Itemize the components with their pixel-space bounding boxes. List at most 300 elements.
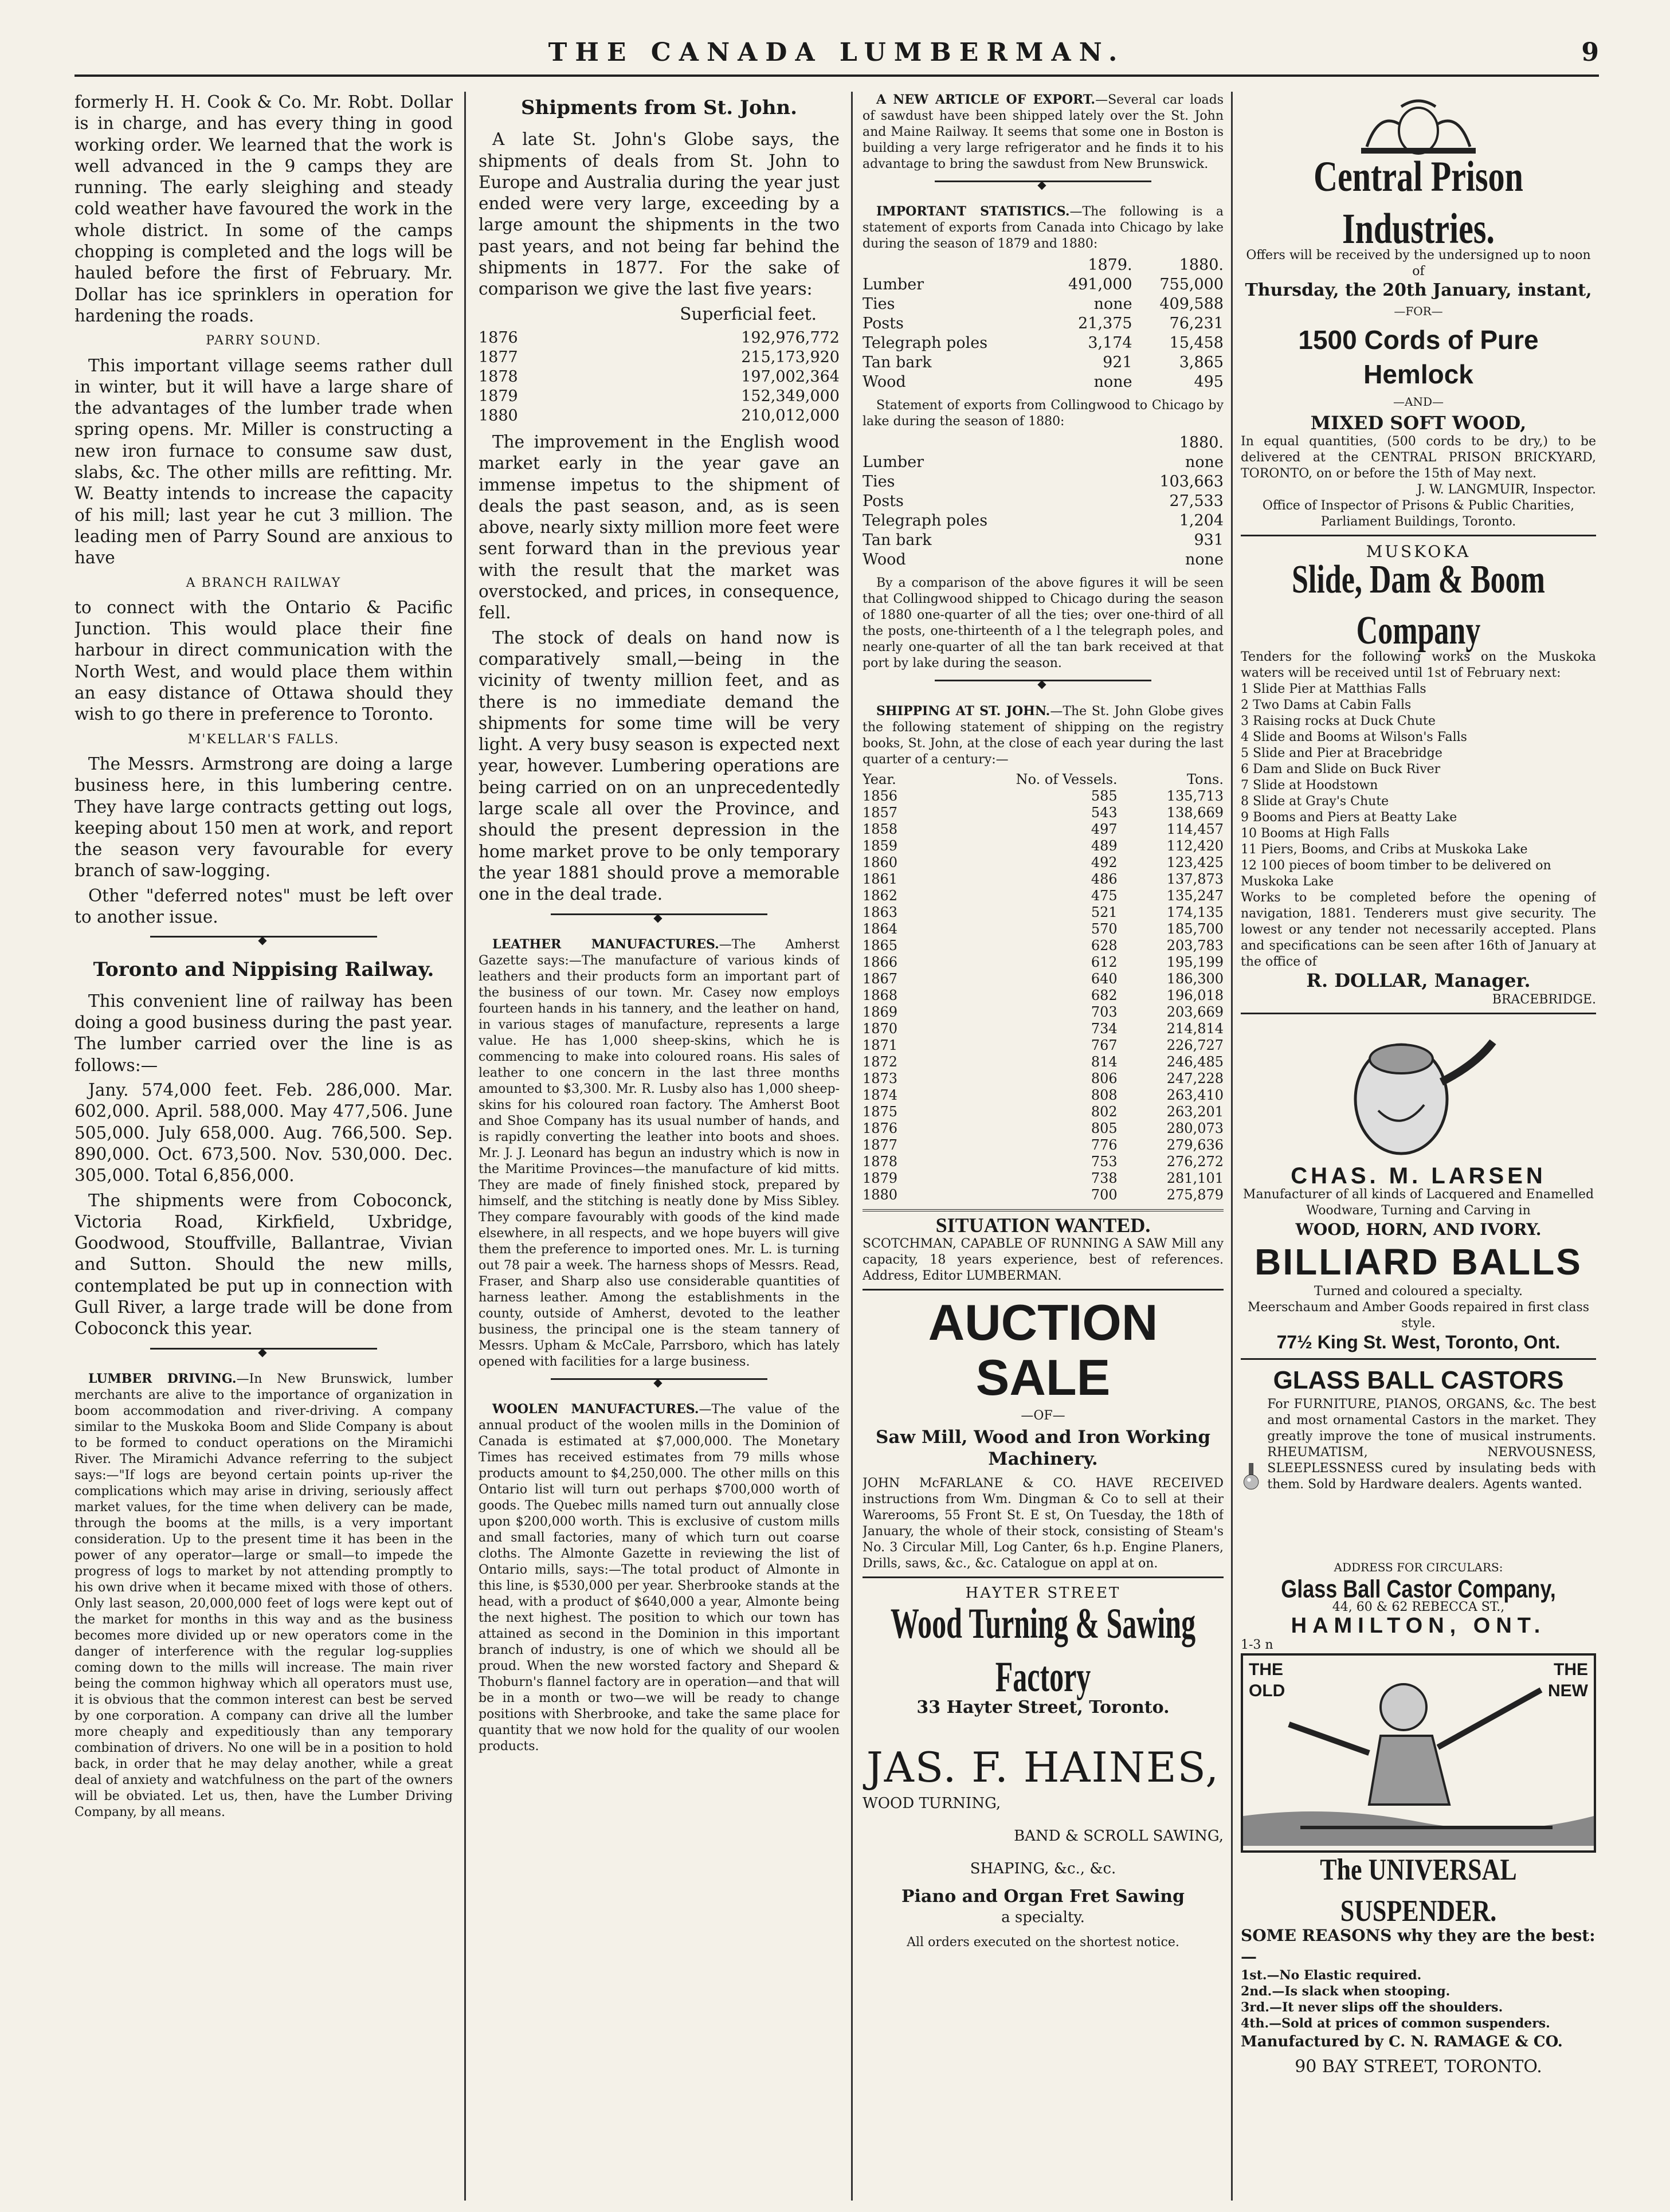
ad-text: —AND— [1393, 394, 1444, 409]
ad-text: Offers will be received by the undersigned up to noon of [1246, 248, 1591, 279]
table-cell: 1873 [863, 1070, 898, 1087]
table-cell: 497 [1091, 821, 1118, 837]
article-paragraph: The shipments were from Coboconck, Victoria Road, Kirkfield, Uxbridge, Goodwood, Stouffville, Ballantrae, Vivian and Sutton. Should the new mills, contemplated be put up in connection with Gull River, a large trade will be done from Coboconck this year. [75, 1190, 453, 1339]
ad-heading: AUCTION SALE [928, 1293, 1158, 1406]
table-cell: 1867 [863, 970, 898, 987]
table-cell: 805 [1091, 1120, 1118, 1136]
table-cell: 174,135 [1166, 904, 1224, 920]
table-cell: 3,174 [1088, 334, 1132, 352]
table-cell: 491,000 [1068, 276, 1132, 294]
table-cell: 279,636 [1166, 1136, 1224, 1153]
list-item: 1 Slide Pier at Matthias Falls [1241, 682, 1426, 697]
reasons-list [1241, 1967, 1596, 2031]
table-row [863, 314, 1224, 334]
table-cell: 475 [1091, 887, 1118, 904]
ad-text: Thursday, the 20th January, instant, [1245, 280, 1592, 300]
haines-ad [863, 1583, 1224, 1953]
article-paragraph: to connect with the Ontario & Pacific Junction. This would place their fine harbour in direct communication with the North West, and would place them within an easy distance of Ottawa should they wish to go there in preference to Toronto. [75, 597, 453, 724]
paragraph-body: —The value of the annual product of the woolen mills in the Dominion of Canada is estimated at $7,000,000. The Monetary Times has received estimates from 79 mills whose products amount to $4,250,000. The other mills on this Ontario list will turn out perhaps $700,000 worth of goods. The Quebec mills named turn out annually close upon $200,000 worth. This is exclusive of custom mills and small factories, many of which turn out coarse cloths. The Almonte Gazette in reviewing the list of Ontario mills, says:—The total product of Almonte in this line, is $530,000 per year. Sherbrooke stands at the head, with a product of $640,000 a year, Almonte being the next highest. The position to which our town has attained as second in the Dominion in this important branch of industry, is one of which we should all be proud. When the new worsted factory and Shepard & Thoburn's flannel factory are in operation—and that will be in a month or two—we will be ready to change positions with Sherbrooke, and take the same place for quantity that we now hold for the quality of our woolen products. [479, 1402, 840, 1754]
article-paragraph: formerly H. H. Cook & Co. Mr. Robt. Dollar is in charge, and has every thing in good working order. We learned that the work is well advanced in the 9 camps they are running. The early sleighing and steady cold weather have favoured the work in the whole district. In some of the camps chopping is completed and the logs will be hauled before the first of February. Mr. Dollar has ice sprinklers in operation for hardening the roads. [75, 92, 453, 325]
table-cell: Telegraph poles [863, 512, 988, 530]
list-item: 2nd.—Is slack when stooping. [1241, 1984, 1451, 1999]
ad-text: a specialty. [1001, 1908, 1085, 1926]
section-heading: PARRY SOUND. [206, 334, 322, 348]
table-cell: 246,485 [1166, 1053, 1224, 1070]
table-row [863, 295, 1224, 314]
ad-text: WOOD, HORN, AND IVORY. [1295, 1220, 1542, 1240]
table-header-cell: No. of Vessels. [1016, 771, 1118, 787]
table-row [863, 1037, 1224, 1054]
table-cell: 185,700 [1166, 920, 1224, 937]
table-cell: 628 [1091, 937, 1118, 954]
table-cell: 114,457 [1166, 821, 1224, 837]
column-rule [1231, 92, 1233, 2201]
table-row [863, 921, 1224, 938]
table-cell: 203,669 [1166, 1003, 1224, 1020]
table-cell: none [1093, 373, 1132, 391]
table-row [863, 531, 1224, 550]
table-row [863, 472, 1224, 492]
table-row [479, 406, 840, 426]
table-row [863, 1170, 1224, 1187]
table-row [479, 387, 840, 406]
table-cell: 700 [1091, 1186, 1118, 1203]
page-number: 9 [1581, 38, 1599, 67]
larsen-ad [1241, 1019, 1596, 1354]
list-item: 7 Slide at Hoodstown [1241, 778, 1378, 793]
ad-body: For FURNITURE, PIANOS, ORGANS, &c. The best and most ornamental Castors in the market. They greatly improve the tone of musical instruments. RHEUMATISM, NERVOUSNESS, SLEEPLESSNESS cured by insulating beds with them. Sold by Hardware dealers. Agents wanted. [1267, 1397, 1596, 1492]
paragraph-lead: LEATHER MANUFACTURES. [492, 936, 719, 952]
table-row [863, 838, 1224, 854]
table-row [863, 821, 1224, 838]
table-cell: Ties [863, 295, 895, 313]
article-paragraph: The improvement in the English wood market early in the year gave an immense impetus to the shipment of deals the past season, and, as is seen above, nearly sixty million more feet were sent forward than in the previous year with the result that the market was overstocked, and prices, in consequence, fell. [479, 432, 840, 623]
list-item: 6 Dam and Slide on Buck River [1241, 762, 1441, 777]
table-cell: 1868 [863, 987, 898, 1003]
table-cell: 808 [1091, 1087, 1118, 1103]
table-row [863, 854, 1224, 871]
table-row [863, 987, 1224, 1004]
ad-text: 44, 60 & 62 REBECCA ST., [1332, 1600, 1505, 1615]
ad-heading: GLASS BALL CASTORS [1273, 1366, 1564, 1394]
table-cell: 1872 [863, 1053, 898, 1070]
list-item: 4 Slide and Booms at Wilson's Falls [1241, 730, 1467, 745]
ad-heading: The UNIVERSAL SUSPENDER. [1320, 1852, 1517, 1928]
list-item: 2 Two Dams at Cabin Falls [1241, 698, 1412, 713]
table-cell: none [1093, 295, 1132, 313]
table-row [863, 904, 1224, 921]
article-paragraph: Other "deferred notes" must be left over to another issue. [75, 885, 453, 927]
ad-heading: 1500 Cords of Pure Hemlock [1298, 324, 1539, 389]
ad-text: ADDRESS FOR CIRCULARS: [1334, 1560, 1503, 1574]
table-row [863, 1004, 1224, 1021]
table-cell: 135,713 [1166, 787, 1224, 804]
ad-signature: R. DOLLAR, Manager. [1306, 970, 1531, 992]
table-cell: Tan bark [863, 531, 932, 550]
article-paragraph [863, 92, 1224, 172]
table-cell: 123,425 [1166, 854, 1224, 870]
chicago-exports-table [863, 256, 1224, 392]
vessels-table [863, 771, 1224, 1203]
ad-signature: J. W. LANGMUIR, Inspector. [1417, 483, 1596, 497]
situation-wanted-ad [863, 1215, 1224, 1284]
table-cell: 210,012,000 [741, 406, 840, 425]
separator-ornament: ◆ [863, 181, 1224, 195]
list-item: 4th.—Sold at prices of common suspenders. [1241, 2016, 1550, 2031]
ad-body: JOHN McFARLANE & CO. HAVE RECEIVED instructions from Wm. Dingman & Co to sell at their Warerooms, 55 Front St. E st, On Tuesday, the 18th of January, the whole of their stock, consisting of Steam's No. 3 Circular Mill, Log Canter, 6s h.p. Engine Planers, Drills, saws, &c., &c. Catalogue on appl at on. [863, 1476, 1224, 1571]
table-cell: 1879 [479, 387, 518, 405]
ad-text: HAYTER STREET [965, 1585, 1121, 1602]
table-row [863, 1120, 1224, 1137]
article-paragraph: This convenient line of railway has been doing a good business during the past year. The lumber carried over the line is as follows:— [75, 991, 453, 1075]
table-cell: 103,663 [1159, 473, 1224, 491]
list-item: 11 Piers, Booms, and Cribs at Muskoka Lake [1241, 842, 1528, 857]
table-cell: 135,247 [1166, 887, 1224, 904]
collingwood-exports-table [863, 433, 1224, 570]
table-cell: 281,101 [1166, 1170, 1224, 1186]
table-cell: 263,410 [1166, 1087, 1224, 1103]
table-row [863, 334, 1224, 353]
table-cell: 1879 [863, 1170, 898, 1186]
table-row [863, 888, 1224, 904]
table-cell: 570 [1091, 920, 1118, 937]
table-header: Superficial feet. [680, 304, 817, 324]
paragraph-lead: IMPORTANT STATISTICS. [876, 204, 1070, 219]
paragraph-body: —The St. John Globe gives the following statement of shipping on the registry books, St. John, at the close of each year during the last quarter of a century:— [863, 704, 1224, 767]
table-cell: 738 [1091, 1170, 1118, 1186]
paragraph-lead: SHIPPING AT ST. JOHN. [876, 703, 1050, 719]
article-paragraph: A late St. John's Globe says, the shipments of deals from St. John to Europe and Australia during the year just ended were very large, exceeding by a large amount the shipments in the two past years, and not being far behind the shipments in 1877. For the sake of comparison we give the last five years: [479, 130, 840, 299]
table-cell: 409,588 [1159, 295, 1224, 313]
article-paragraph: The stock of deals on hand now is comparatively small,—being in the vicinity of twenty million feet, and as there is no immediate demand the shipments for some time will be very light. A very busy season is expected next year, however. Lumbering operations are being carried on on an unprecedentedly large scale all over the Province, and should the present depression in the home market prove to be only temporary the year 1881 should prove a memorable one in the deal trade. [479, 627, 840, 904]
table-cell: none [1185, 453, 1224, 472]
table-cell: 521 [1091, 904, 1118, 920]
list-item: 9 Booms and Piers at Beatty Lake [1241, 810, 1457, 825]
table-cell: Wood [863, 551, 906, 569]
ad-text: Manufactured by C. N. RAMAGE & CO. [1241, 2033, 1563, 2051]
table-cell: 138,669 [1166, 804, 1224, 821]
column-4 [1241, 92, 1596, 2201]
table-header-cell: 1880. [1179, 434, 1224, 452]
table-cell: Lumber [863, 276, 924, 294]
table-row [863, 1187, 1224, 1203]
table-row [863, 492, 1224, 511]
separator-ornament: ◆ [75, 1348, 453, 1363]
table-cell: Posts [863, 492, 904, 511]
table-cell: 152,349,000 [741, 387, 840, 405]
table-cell: 585 [1091, 787, 1118, 804]
table-row [863, 871, 1224, 888]
table-cell: 1876 [479, 328, 518, 347]
table-cell: 755,000 [1159, 276, 1224, 294]
paragraph-lead: A NEW ARTICLE OF EXPORT. [876, 92, 1096, 107]
table-header-cell: 1880. [1179, 256, 1224, 274]
column-rule [851, 92, 853, 2201]
table-cell: 263,201 [1166, 1103, 1224, 1120]
table-cell: 3,865 [1179, 354, 1224, 372]
table-header-cell [863, 433, 1101, 453]
rowing-man-icon [1243, 1656, 1594, 1846]
castor-icon [1241, 1397, 1261, 1557]
table-cell: 1857 [863, 804, 898, 821]
table-cell: 640 [1091, 970, 1118, 987]
table-cell: 112,420 [1166, 837, 1224, 854]
central-prison-ad [1241, 95, 1596, 530]
ad-text: Office of Inspector of Prisons & Public Charities, Parliament Buildings, Toronto. [1262, 499, 1575, 530]
ad-heading: CHAS. M. LARSEN [1291, 1163, 1546, 1189]
table-cell: 203,783 [1166, 937, 1224, 954]
section-heading: A BRANCH RAILWAY [186, 575, 342, 590]
ad-heading: BILLIARD BALLS [1255, 1241, 1582, 1283]
table-cell: Ties [863, 473, 895, 491]
section-heading: M'KELLAR'S FALLS. [187, 732, 340, 747]
table-row [863, 954, 1224, 971]
list-item: 8 Slide at Gray's Chute [1241, 794, 1389, 809]
ad-heading: Wood Turning & Sawing Factory [890, 1599, 1196, 1701]
table-cell: 921 [1103, 354, 1132, 372]
paragraph-lead: WOOLEN MANUFACTURES. [492, 1402, 699, 1417]
table-header-row [863, 433, 1224, 453]
table-row [479, 348, 840, 367]
ad-heading: Central Prison Industries. [1314, 152, 1523, 253]
table-header-cell: Year. [863, 771, 896, 787]
article-paragraph: The Messrs. Armstrong are doing a large business here, in this lumbering centre. They have large contracts getting out logs, keeping about 150 men at work, and report the season very favourable for every branch of saw-logging. [75, 754, 453, 881]
ad-text: —OF— [1021, 1408, 1065, 1423]
table-header-row [863, 771, 1224, 788]
meerschaum-pipe-icon [1332, 1019, 1504, 1162]
table-cell: 27,533 [1169, 492, 1224, 511]
list-item: 10 Booms at High Falls [1241, 826, 1390, 841]
list-item: 3rd.—It never slips off the shoulders. [1241, 2000, 1503, 2015]
ad-text: Glass Ball Castor Company, [1281, 1574, 1556, 1603]
table-cell: 76,231 [1169, 315, 1224, 333]
table-cell: 1880 [863, 1186, 898, 1203]
article-paragraph [479, 936, 840, 1370]
table-cell: 1880 [479, 406, 518, 425]
table-cell: 1864 [863, 920, 898, 937]
table-cell: 1878 [479, 367, 518, 386]
ad-label: THE NEW [1548, 1660, 1588, 1700]
table-row [863, 550, 1224, 570]
separator-ornament: ◆ [479, 913, 840, 928]
table-row [863, 938, 1224, 954]
table-cell: 186,300 [1166, 970, 1224, 987]
ad-address: 90 BAY STREET, TORONTO. [1295, 2057, 1542, 2077]
table-cell: 1865 [863, 937, 898, 954]
table-row [863, 1137, 1224, 1154]
tender-list [1241, 681, 1596, 890]
table-header-cell: Tons. [1187, 771, 1224, 787]
ad-heading: Slide, Dam & Boom Company [1292, 558, 1545, 653]
table-row [863, 788, 1224, 805]
table-row [863, 1021, 1224, 1037]
table-header-cell: 1879. [1088, 256, 1132, 274]
table-cell: 802 [1091, 1103, 1118, 1120]
table-cell: 1876 [863, 1120, 898, 1136]
table-cell: 21,375 [1078, 315, 1132, 333]
table-row [863, 275, 1224, 295]
ad-text: SHAPING, &c., &c. [970, 1860, 1116, 1878]
table-cell: 682 [1091, 987, 1118, 1003]
ad-text: BAND & SCROLL SAWING, [1014, 1827, 1224, 1845]
column-3 [863, 92, 1224, 2201]
paragraph-body: —Several car loads of sawdust have been shipped lately over the St. John and Maine Railway. It seems that some one in Boston is building a very large refrigerator and he finds it to his advantage to bring the sawdust from New Brunswick. [863, 93, 1224, 171]
article-paragraph: Statement of exports from Collingwood to Chicago by lake during the season of 1880: [863, 398, 1224, 429]
table-cell: 1869 [863, 1003, 898, 1020]
table-cell: 1877 [479, 348, 518, 366]
table-cell: 275,879 [1166, 1186, 1224, 1203]
table-row [863, 372, 1224, 392]
table-cell: 276,272 [1166, 1153, 1224, 1170]
table-cell: Telegraph poles [863, 334, 988, 352]
ad-text: MIXED SOFT WOOD, [1310, 411, 1527, 434]
ad-text: Meerschaum and Amber Goods repaired in first class style. [1247, 1300, 1590, 1331]
table-row [863, 511, 1224, 531]
ad-address: 33 Hayter Street, Toronto. [916, 1697, 1170, 1718]
table-cell: 196,018 [1166, 987, 1224, 1003]
ad-body: In equal quantities, (500 cords to be dry,) to be delivered at the CENTRAL PRISON BRICKYARD, TORONTO, on or before the 15th of May next. [1241, 434, 1596, 481]
table-cell: 1859 [863, 837, 898, 854]
table-row [863, 971, 1224, 987]
table-cell: 486 [1091, 870, 1118, 887]
table-cell: 1858 [863, 821, 898, 837]
table-cell: 612 [1091, 954, 1118, 970]
ad-text: MUSKOKA [1366, 542, 1471, 562]
ad-text: Piano and Organ Fret Sawing [901, 1886, 1185, 1907]
table-cell: 734 [1091, 1020, 1118, 1037]
table-cell: Wood [863, 373, 906, 391]
separator-ornament: ◆ [479, 1378, 840, 1393]
ad-heading: JAS. F. HAINES, [866, 1743, 1220, 1791]
table-cell: 492 [1091, 854, 1118, 870]
table-cell: 1870 [863, 1020, 898, 1037]
shipments-table [479, 328, 840, 426]
article-headline: Shipments from St. John. [521, 96, 797, 119]
table-cell: 1861 [863, 870, 898, 887]
table-cell: 192,976,772 [741, 328, 840, 347]
ad-body: Tenders for the following works on the Muskoka waters will be received until 1st of February next: [1241, 650, 1596, 681]
list-item: 5 Slide and Pier at Bracebridge [1241, 746, 1442, 761]
list-item: 3 Raising rocks at Duck Chute [1241, 714, 1436, 729]
article-paragraph: Jany. 574,000 feet. Feb. 286,000. Mar. 602,000. April. 588,000. May 477,506. June 505,000. July 658,000. Aug. 766,500. Sep. 890,000. Oct. 673,500. Nov. 530,000. Dec. 305,000. Total 6,856,000. [75, 1080, 453, 1186]
table-cell: 1856 [863, 787, 898, 804]
table-row [863, 805, 1224, 821]
table-row [863, 453, 1224, 472]
table-cell: 1,204 [1179, 512, 1224, 530]
article-paragraph [863, 203, 1224, 252]
table-cell: Lumber [863, 453, 924, 472]
ad-text: All orders executed on the shortest notice. [907, 1935, 1179, 1950]
ad-text: WOOD TURNING, [863, 1794, 1001, 1812]
column-1 [75, 92, 453, 2201]
article-paragraph: By a comparison of the above figures it will be seen that Collingwood shipped to Chicago during the season of 1880 one-quarter of all the ties; over one-third of all the posts, one-thirteenth of a l the telegraph poles, and nearly one-quarter of all the tan bark received at that port by lake during the season. [863, 576, 1224, 671]
table-cell: Posts [863, 315, 904, 333]
table-cell: 195,199 [1166, 954, 1224, 970]
paragraph-lead: LUMBER DRIVING. [88, 1371, 237, 1386]
table-cell: 215,173,920 [741, 348, 840, 366]
article-paragraph: This important village seems rather dull in winter, but it will have a large share of the advantages of the lumber trade when spring opens. Mr. Miller is constructing a new iron furnace to consume saw dust, slabs, &c. The other mills are refitting. Mr. W. Beatty intends to increase the capacity of his mill; last year he cut 3 million. The leading men of Parry Sound are anxious to have [75, 355, 453, 568]
table-cell: 489 [1091, 837, 1118, 854]
list-item: 12 100 pieces of boom timber to be delivered on Muskoka Lake [1241, 858, 1551, 889]
separator-ornament: ◆ [75, 936, 453, 951]
table-cell: 1874 [863, 1087, 898, 1103]
table-cell: 280,073 [1166, 1120, 1224, 1136]
paragraph-body: —In New Brunswick, lumber merchants are alive to the importance of organization in boom accommodation and river-driving. A company similar to the Muskoka Boom and Slide Company is about to be formed to conduct operations on the Miramichi River. The Miramichi Advance referring to the subject says:—"If logs are beyond certain points up-river the complications which may arise in driving, seriously affect market values, for the time when delivery can be made, through the booms at the mills, is a very important consideration. Up to the present time it has been in the power of any operator—large or small—to impede the progress of logs to market by not attending promptly to his own drive when it became mixed with those of others. Only last season, 20,000,000 feet of logs were kept out of the market for months in this way and as the business becomes more divided up or new operators come in the danger of interference with the regular log-supplies coming down to the mills will increase. The main river being the common highway which all operators must use, it is obvious that the common interest can best be served by one corporation. A company can drive all the lumber more cheaply and expeditiously than any temporary combination of drivers. No one will be in a position to hold back, in order that he may delay another, while a great deal of anxiety and watchfulness on the part of the owners will be obviated. Let us, then, have the Lumber Driving Company, by all means. [75, 1371, 453, 1819]
table-cell: 1871 [863, 1037, 898, 1053]
table-cell: 776 [1091, 1136, 1118, 1153]
auction-sale-ad [863, 1295, 1224, 1572]
paragraph-body: —The Amherst Gazette says:—The manufacture of various kinds of leathers and their products form an important part of the business of our town. Mr. Casey now employs fourteen hands in his tannery, and the leather on hand, in various stages of manufacture, represents a large value. He has 1,000 sheep-skins, which he is commencing to make into coloured roans. His sales of leather to one concern in the last three months amounted to $3,300. Mr. R. Lusby also has 1,000 sheep-skins for his coloured roan factory. The Amherst Boot and Shoe Company has its usual number of hands, and is rapidly converting the leather into boots and shoes. Mr. J. J. Leonard has begun an industry which is now in the Maritime Provinces—the manufacture of kid mitts. They are made of finely finished stock, prepared by himself, and the stitching is neatly done by Miss Sibley. They compare favourably with goods of the kind made elsewhere, in all respects, and we hope buyers will give them the preference to imported ones. Mr. L. is turning out 78 pair a week. The harness shops of Messrs. Read, Fraser, and Sharp also use considerable quantities of harness leather. Among the establishments in the county, outside of Amherst, devoted to the leather business, the principal one is the steam tannery of Messrs. Upham & McCale, Parrsboro, which has lately opened with facilities for a large business. [479, 937, 840, 1369]
royal-crest-icon [1344, 95, 1493, 158]
ad-heading: HAMILTON, ONT. [1291, 1614, 1546, 1638]
table-cell: 814 [1091, 1053, 1118, 1070]
table-cell: 495 [1194, 373, 1224, 391]
table-cell: 703 [1091, 1003, 1118, 1020]
table-cell: 931 [1194, 531, 1224, 550]
table-cell: 1863 [863, 904, 898, 920]
column-rule [464, 92, 466, 2201]
ad-address: 77½ King St. West, Toronto, Ont. [1276, 1332, 1561, 1353]
article-headline: Toronto and Nippising Railway. [93, 958, 434, 981]
ad-body: SCOTCHMAN, CAPABLE OF RUNNING A SAW Mill any capacity, 18 years experience, best of references. Address, Editor LUMBERMAN. [863, 1236, 1224, 1283]
ad-text: 1-3 n [1241, 1637, 1273, 1652]
article-paragraph [479, 1401, 840, 1755]
table-cell: 753 [1091, 1153, 1118, 1170]
suspender-ad [1241, 1653, 1596, 2078]
table-cell: 1878 [863, 1153, 898, 1170]
list-item: 1st.—No Elastic required. [1241, 1968, 1422, 1983]
column-2 [479, 92, 840, 2201]
masthead [75, 34, 1599, 77]
table-row [863, 1087, 1224, 1104]
table-row [863, 1070, 1224, 1087]
muskoka-ad [1241, 541, 1596, 1008]
ad-text: BRACEBRIDGE. [1492, 992, 1596, 1007]
table-cell: 1866 [863, 954, 898, 970]
table-cell: 226,727 [1166, 1037, 1224, 1053]
article-paragraph [75, 1371, 453, 1821]
table-header-row [863, 256, 1224, 275]
table-row [863, 1054, 1224, 1070]
ad-text: Manufacturer of all kinds of Lacquered and Enamelled Woodware, Turning and Carving in [1242, 1187, 1594, 1218]
table-cell: 806 [1091, 1070, 1118, 1087]
separator-ornament: ◆ [863, 680, 1224, 695]
table-row [479, 328, 840, 348]
ad-text: —FOR— [1394, 304, 1443, 319]
table-cell: 767 [1091, 1037, 1118, 1053]
table-cell: 543 [1091, 804, 1118, 821]
ad-label: THE OLD [1249, 1660, 1285, 1700]
article-paragraph [863, 703, 1224, 768]
table-cell: 15,458 [1169, 334, 1224, 352]
table-row [479, 367, 840, 387]
table-cell: 1877 [863, 1136, 898, 1153]
ad-heading: SITUATION WANTED. [935, 1213, 1151, 1237]
ad-text: Turned and coloured a specialty. [1314, 1284, 1523, 1299]
table-cell: Tan bark [863, 354, 932, 372]
paragraph-body: —The following is a statement of exports from Canada into Chicago by lake during the season of 1879 and 1880: [863, 205, 1224, 252]
table-cell: 247,228 [1166, 1070, 1224, 1087]
table-row [863, 1104, 1224, 1120]
glass-castor-ad [1241, 1364, 1596, 1653]
table-header-cell [863, 256, 1041, 275]
ad-text: SOME REASONS why they are the best:— [1241, 1925, 1595, 1966]
table-cell: 197,002,364 [741, 367, 840, 386]
table-cell: 1875 [863, 1103, 898, 1120]
table-row [863, 1154, 1224, 1170]
table-cell: none [1185, 551, 1224, 569]
table-row [863, 353, 1224, 372]
